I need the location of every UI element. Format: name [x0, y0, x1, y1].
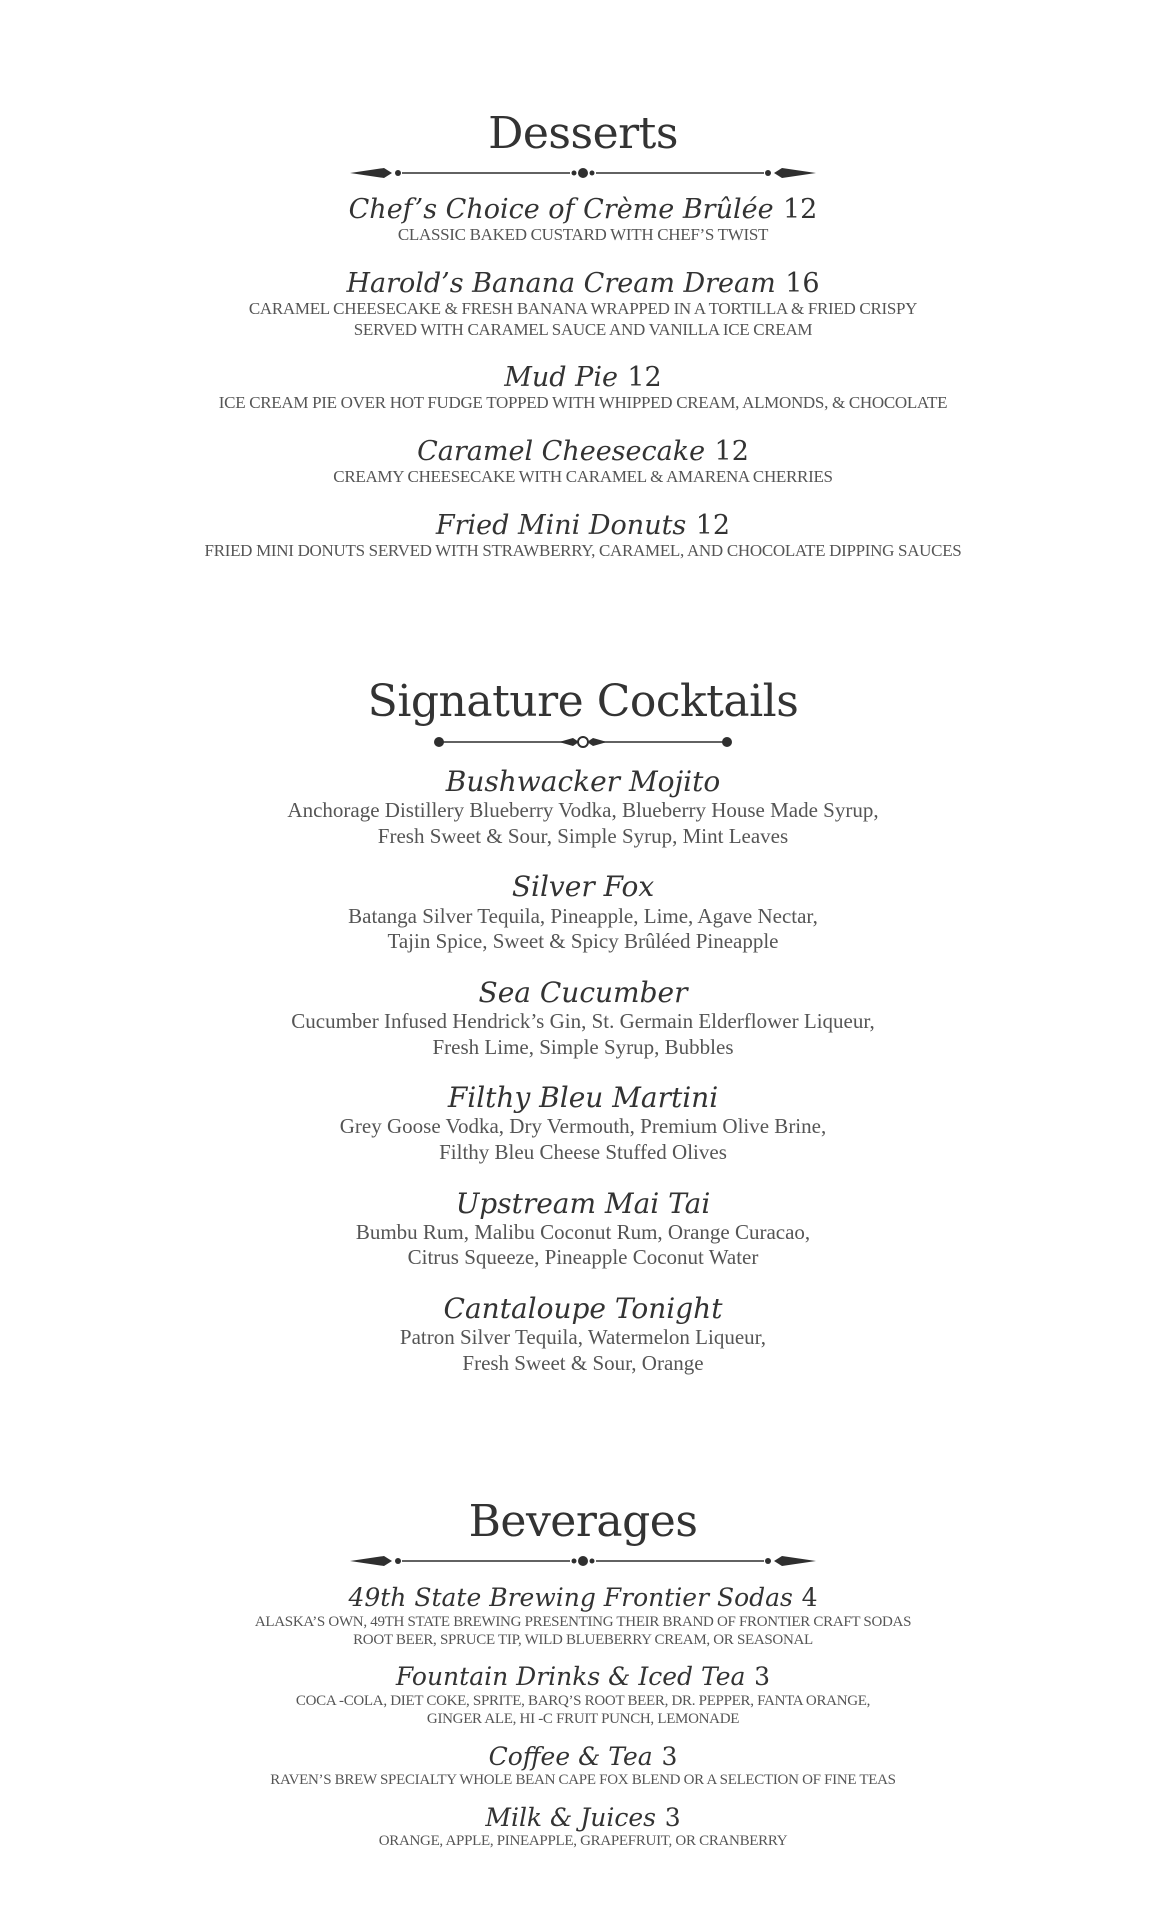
menu-item: [0, 194, 1166, 246]
item-name-text: Upstream Mai Tai: [455, 1186, 711, 1220]
menu-item-name: [0, 1293, 1166, 1325]
menu-item: [0, 1663, 1166, 1728]
item-name-text: Mud Pie: [504, 362, 618, 394]
menu-item: [0, 268, 1166, 341]
menu-item-description: Patron Silver Tequila, Watermelon Liqueur,: [399, 1325, 767, 1350]
menu-item-description: Tajin Spice, Sweet & Spicy Brûléed Pineapple: [387, 929, 779, 954]
desserts-title: Desserts: [488, 108, 678, 159]
menu-item-price: 12: [714, 436, 749, 468]
menu-item-price: 3: [754, 1662, 771, 1692]
item-name-text: Caramel Cheesecake: [417, 436, 706, 468]
menu-item-description: Grey Goose Vodka, Dry Vermouth, Premium Olive Brine,: [339, 1114, 827, 1139]
menu-item: [0, 871, 1166, 954]
menu-item-name: [0, 436, 1166, 467]
menu-item-description: Cucumber Infused Hendrick’s Gin, St. Germain Elderflower Liqueur,: [291, 1009, 875, 1033]
menu-item-description: ORANGE, APPLE, PINEAPPLE, GRAPEFRUIT, OR CRANBERRY: [378, 1833, 788, 1850]
menu-item: [0, 362, 1166, 414]
menu-item-description: Bumbu Rum, Malibu Coconut Rum, Orange Curacao,: [355, 1219, 811, 1244]
menu-item-description: GINGER ALE, HI -C FRUIT PUNCH, LEMONADE: [426, 1711, 740, 1728]
menu-item-description: RAVEN’S BREW SPECIALTY WHOLE BEAN CAPE FOX BLEND OR A SELECTION OF FINE TEAS: [270, 1772, 896, 1789]
cocktails-section: [0, 676, 1166, 1376]
menu-item-description: ALASKA’S OWN, 49TH STATE BREWING PRESENTING THEIR BRAND OF FRONTIER CRAFT SODAS: [254, 1613, 912, 1630]
cocktails-list: [0, 766, 1166, 1376]
cocktails-title: Signature Cocktails: [367, 676, 799, 727]
menu-item-name: [0, 1804, 1166, 1833]
menu-item: [0, 436, 1166, 488]
desserts-list: [0, 194, 1166, 562]
item-name-text: Bushwacker Mojito: [445, 765, 721, 798]
menu-item-name: [0, 362, 1166, 393]
menu-item-price: 3: [664, 1802, 681, 1832]
item-name-text: Coffee & Tea: [488, 1741, 653, 1771]
menu-item-description: Fresh Sweet & Sour, Simple Syrup, Mint Leaves: [377, 823, 789, 848]
menu-item-name: [0, 977, 1166, 1009]
menu-item-name: [0, 510, 1166, 541]
menu-item: [0, 1293, 1166, 1376]
menu-item-name: [0, 766, 1166, 798]
ornament-divider-icon: [433, 732, 733, 752]
menu-item-name: [0, 1743, 1166, 1772]
item-name-text: Cantaloupe Tonight: [443, 1292, 723, 1326]
menu-item: [0, 1188, 1166, 1271]
menu-item-description: FRIED MINI DONUTS SERVED WITH STRAWBERRY, CARAMEL, AND CHOCOLATE DIPPING SAUCES: [204, 540, 962, 560]
item-name-text: Sea Cucumber: [478, 975, 688, 1009]
menu-item-price: 3: [661, 1741, 678, 1771]
menu-item-name: [0, 871, 1166, 903]
menu-item: [0, 766, 1166, 849]
item-name-text: Chef’s Choice of Crème Brûlée: [348, 194, 774, 225]
menu-item-price: 12: [695, 509, 731, 541]
menu-item-description: COCA -COLA, DIET COKE, SPRITE, BARQ’S ROOT BEER, DR. PEPPER, FANTA ORANGE,: [295, 1693, 871, 1710]
menu-item-description: Filthy Bleu Cheese Stuffed Olives: [439, 1140, 727, 1165]
menu-item-description: CARAMEL CHEESECAKE & FRESH BANANA WRAPPED IN A TORTILLA & FRIED CRISPY: [248, 298, 918, 318]
menu-item-price: 4: [801, 1583, 818, 1612]
item-name-text: Fried Mini Donuts: [435, 509, 687, 541]
item-name-text: Milk & Juices: [485, 1802, 656, 1832]
item-name-text: 49th State Brewing Frontier Sodas: [348, 1583, 793, 1612]
ornament-divider-icon: [348, 1550, 818, 1572]
menu-item-name: [0, 1082, 1166, 1114]
beverages-section: [0, 1496, 1166, 1851]
menu-item-description: Citrus Squeeze, Pineapple Coconut Water: [407, 1245, 759, 1270]
menu-item-description: Fresh Lime, Simple Syrup, Bubbles: [432, 1034, 734, 1059]
item-name-text: Silver Fox: [511, 870, 655, 904]
menu-item-name: [0, 1584, 1166, 1613]
menu-item-description: ICE CREAM PIE OVER HOT FUDGE TOPPED WITH WHIPPED CREAM, ALMONDS, & CHOCOLATE: [218, 393, 948, 413]
beverages-title: Beverages: [468, 1496, 698, 1547]
menu-item-description: Batanga Silver Tequila, Pineapple, Lime, Agave Nectar,: [348, 903, 818, 928]
menu-item: [0, 510, 1166, 562]
menu-item-description: Anchorage Distillery Blueberry Vodka, Blueberry House Made Syrup,: [287, 798, 879, 823]
menu-item-description: CLASSIC BAKED CUSTARD WITH CHEF’S TWIST: [397, 225, 769, 245]
beverages-list: [0, 1584, 1166, 1851]
menu-item-description: CREAMY CHEESECAKE WITH CARAMEL & AMARENA CHERRIES: [333, 467, 833, 487]
menu-item-description: SERVED WITH CARAMEL SAUCE AND VANILLA ICE CREAM: [353, 319, 813, 339]
item-name-text: Filthy Bleu Martini: [447, 1081, 719, 1115]
item-name-text: Fountain Drinks & Iced Tea: [395, 1662, 746, 1692]
menu-item-name: [0, 268, 1166, 299]
menu-item-name: [0, 194, 1166, 225]
menu-item-price: 16: [785, 267, 820, 299]
menu-item: [0, 1082, 1166, 1165]
menu-item-price: 12: [783, 194, 818, 225]
menu-item-price: 12: [627, 362, 662, 394]
menu-item-name: [0, 1188, 1166, 1220]
menu-item-description: Fresh Sweet & Sour, Orange: [462, 1350, 704, 1375]
menu-item-name: [0, 1663, 1166, 1692]
menu-item-description: ROOT BEER, SPRUCE TIP, WILD BLUEBERRY CREAM, OR SEASONAL: [353, 1632, 813, 1649]
menu-item: [0, 977, 1166, 1060]
desserts-section: [0, 108, 1166, 562]
menu-item: [0, 1804, 1166, 1851]
item-name-text: Harold’s Banana Cream Dream: [346, 267, 776, 299]
menu-item: [0, 1584, 1166, 1649]
menu-item: [0, 1743, 1166, 1790]
ornament-divider-icon: [348, 162, 818, 184]
